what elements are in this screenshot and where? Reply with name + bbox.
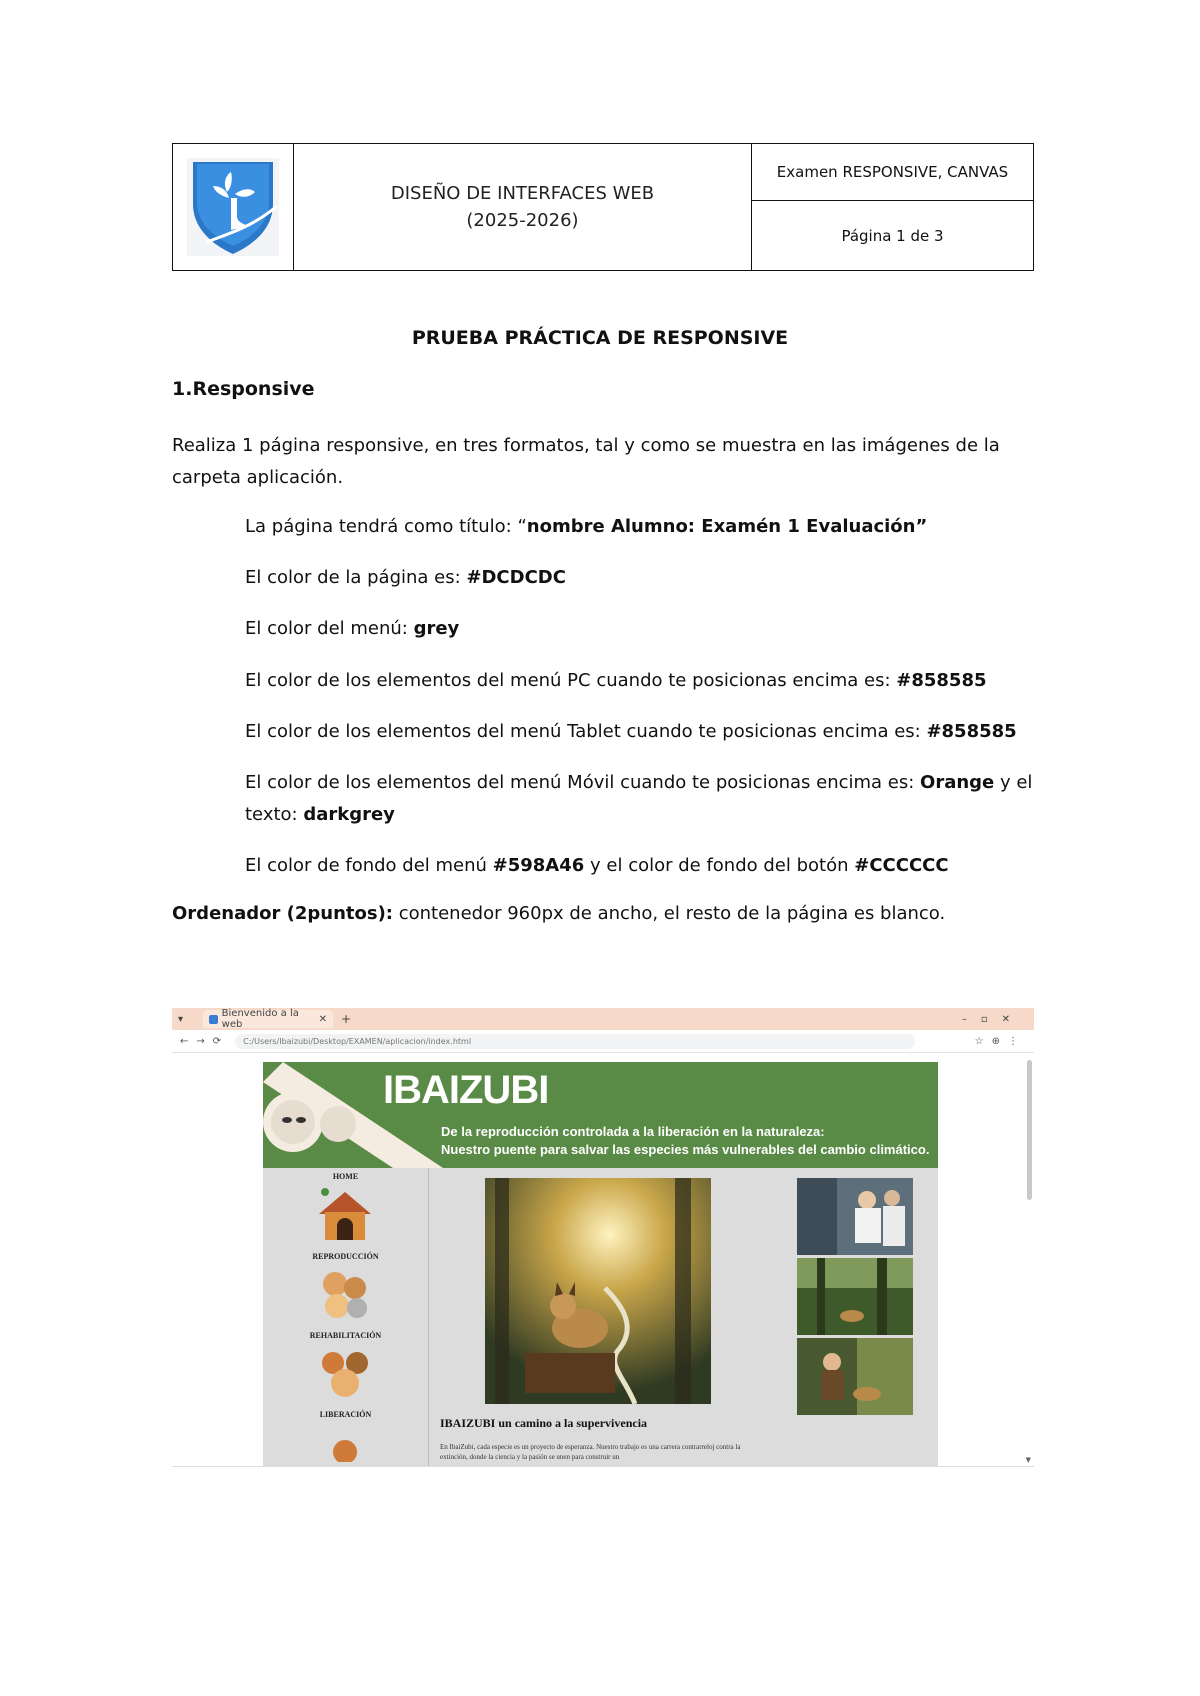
browser-tabbar	[172, 1008, 1034, 1030]
course-year: (2025-2026)	[466, 210, 579, 231]
close-tab-icon: ✕	[318, 1013, 328, 1025]
site-brand: IBAIZUBI	[383, 1068, 549, 1112]
menu-item-home: HOME	[332, 1172, 359, 1181]
requirement-item: El color de la página es: #DCDCDC	[245, 567, 566, 588]
requirement-item: El color de fondo del menú #598A46 y el color de fondo del botón #CCCCCC	[245, 855, 949, 876]
scrollbar	[1027, 1060, 1032, 1200]
site-banner	[263, 1062, 938, 1168]
site-tagline: Nuestro puente para salvar las especies más vulnerables del cambio climático.	[441, 1142, 930, 1157]
site-menu	[263, 1168, 429, 1466]
nav-arrows-icon: ←→⟳	[180, 1035, 230, 1047]
header-table	[172, 143, 1034, 271]
shield-logo-icon	[187, 158, 279, 256]
requirement-item: La página tendrá como título: “nombre Alumno: Examén 1 Evaluación”	[245, 516, 928, 537]
animals-icon	[315, 1262, 375, 1322]
exam-info	[752, 144, 1033, 270]
browser-screenshot	[172, 1008, 1034, 1467]
wildlife-icon	[315, 1341, 375, 1401]
menu-item-rehabilitacion: REHABILITACIÓN	[309, 1331, 382, 1340]
menu-item-liberacion: LIBERACIÓN	[319, 1410, 372, 1419]
document-title: PRUEBA PRÁCTICA DE RESPONSIVE	[411, 327, 789, 349]
requirement-item: El color de los elementos del menú PC cuando te posicionas encima es: #858585	[245, 670, 987, 691]
site-content	[428, 1168, 938, 1466]
browser-addressbar	[172, 1030, 1034, 1053]
site-tagline: De la reproducción controlada a la liberación en la naturaleza:	[441, 1124, 825, 1139]
course-name: DISEÑO DE INTERFACES WEB	[390, 183, 655, 204]
content-text: En IbaiZubi, cada especie es un proyecto de esperanza. Nuestro trabajo es una carrera contrarreloj contra la extinción, donde la ciencia y la pasión se unen para construir un	[440, 1443, 741, 1461]
ordenador-requirement: Ordenador (2puntos): contenedor 960px de ancho, el resto de la página es blanco.	[172, 903, 946, 924]
exam-name: Examen RESPONSIVE, CANVAS	[752, 144, 1033, 201]
new-tab-icon: +	[341, 1012, 352, 1026]
course-title	[294, 144, 752, 270]
page-number: Página 1 de 3	[841, 226, 944, 245]
lynx-hero-image	[485, 1178, 711, 1404]
url-field: C:/Users/Ibaizubi/Desktop/EXAMEN/aplicacion/index.html	[235, 1034, 915, 1049]
content-title: IBAIZUBI un camino a la supervivencia	[440, 1416, 648, 1430]
menu-item-reproduccion: REPRODUCCIÓN	[312, 1252, 379, 1261]
release-photo-image	[797, 1338, 913, 1415]
website-preview	[263, 1062, 938, 1466]
requirement-item: El color de los elementos del menú Móvil cuando te posicionas encima es: Orange y el texto: darkgrey	[245, 772, 1033, 825]
scroll-down-icon: ▼	[1025, 1456, 1031, 1464]
lab-photo-image	[797, 1178, 913, 1255]
browser-toolbar-icons: ☆⊕⋮	[974, 1035, 1026, 1047]
tab-menu-icon: ▾	[178, 1013, 184, 1025]
requirement-item: El color de los elementos del menú Tablet cuando te posicionas encima es: #858585	[245, 721, 1017, 742]
window-controls: –▫✕	[961, 1013, 1024, 1025]
forest-photo-image	[797, 1258, 913, 1335]
section-heading: 1.Responsive	[172, 378, 315, 400]
browser-tab	[203, 1010, 333, 1028]
intro-paragraph: Realiza 1 página responsive, en tres formatos, tal y como se muestra en las imágenes de la carpeta aplicación.	[172, 435, 1000, 488]
release-icon	[315, 1422, 375, 1462]
requirement-item: El color del menú: grey	[245, 618, 460, 639]
tab-label: Bienvenido a la web	[221, 1008, 299, 1030]
school-logo	[173, 144, 294, 270]
favicon-icon	[209, 1015, 218, 1024]
doghouse-icon	[315, 1182, 375, 1244]
